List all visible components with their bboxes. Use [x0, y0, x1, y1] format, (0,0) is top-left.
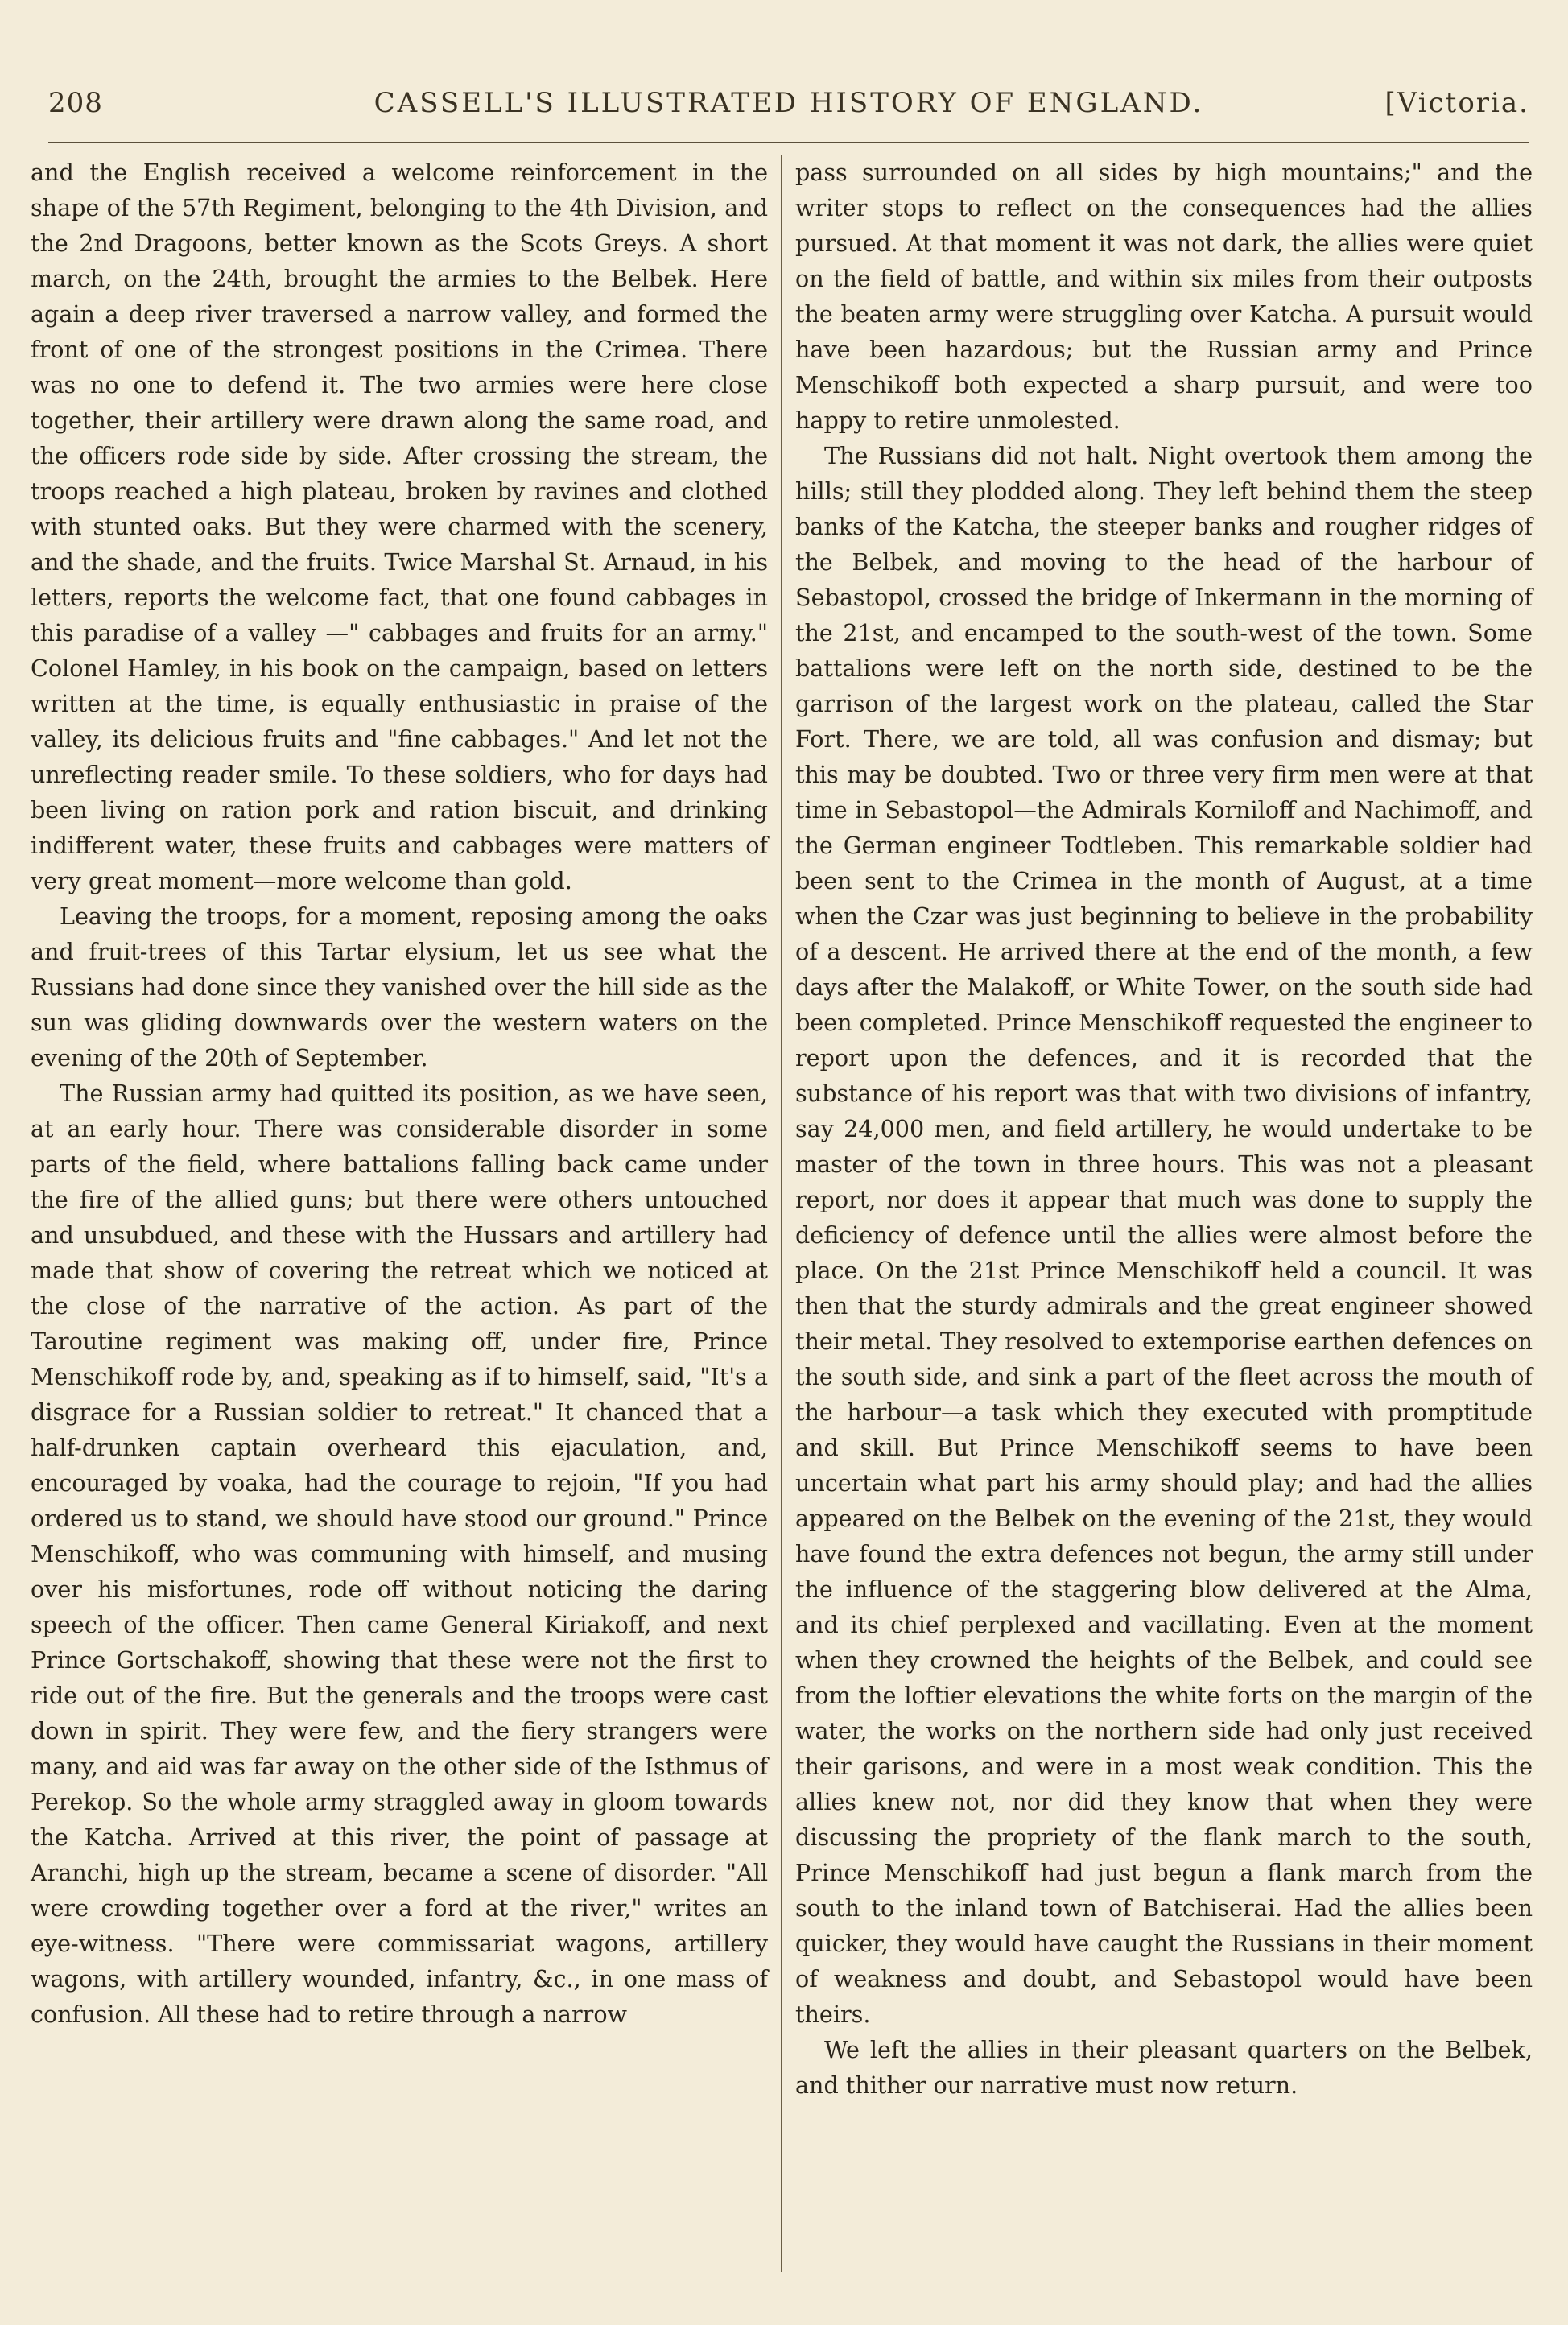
right-column — [795, 155, 1533, 2103]
paragraph: The Russians did not halt. Night overtook them among the hills; still they plodded along. They left behind them the steep banks of the Katcha, the steeper banks and rougher ridges of the Belbek, and moving to the head of the harbour of Sebastopol, crossed the bridge of Inkermann in the morning of the 21st, and encamped to the south-west of the town. Some battalions were left on the north side, destined to be the garrison of the largest work on the plateau, called the Star Fort. There, we are told, all was confusion and dismay; but this may be doubted. Two or three very firm men were at that time in Sebastopol—the Admirals Korniloff and Nachimoff, and the German engineer Todtleben. This remarkable soldier had been sent to the Crimea in the month of August, at a time when the Czar was just beginning to believe in the probability of a descent. He arrived there at the end of the month, a few days after the Malakoff, or White Tower, on the south side had been completed. Prince Menschikoff requested the engineer to report upon the defences, and it is recorded that the substance of his report was that with two divisions of infantry, say 24,000 men, and field artillery, he would undertake to be master of the town in three hours. This was not a pleasant report, nor does it appear that much was done to supply the deficiency of defence until the allies were almost before the place. On the 21st Prince Menschikoff held a council. It was then that the sturdy admirals and the great engineer showed their metal. They resolved to extemporise earthen defences on the south side, and sink a part of the fleet across the mouth of the harbour—a task which they executed with promptitude and skill. But Prince Menschikoff seems to have been uncertain what part his army should play; and had the allies appeared on the Belbek on the evening of the 21st, they would have found the extra defences not begun, the army still under the influence of the staggering blow delivered at the Alma, and its chief perplexed and vacillating. Even at the moment when they crowned the heights of the Belbek, and could see from the loftier elevations the white forts on the margin of the water, the works on the northern side had only just received their garisons, and were in a most weak condition. This the allies knew not, nor did they know that when they were discussing the propriety of the flank march to the south, Prince Menschikoff had just begun a flank march from the south to the inland town of Batchiserai. Had the allies been quicker, they would have caught the Russians in their moment of weakness and doubt, and Sebastopol would have been theirs. — [795, 442, 1533, 2028]
paragraph: The Russian army had quitted its position, as we have seen, at an early hour. There was considerable disorder in some parts of the field, where battalions falling back came under the fire of the allied guns; but there were others untouched and unsubdued, and these with the Hussars and artillery had made that show of covering the retreat which we noticed at the close of the narrative of the action. As part of the Taroutine regiment was making off, under fire, Prince Menschikoff rode by, and, speaking as if to himself, said, "It's a disgrace for a Russian soldier to retreat." It chanced that a half-drunken captain overheard this ejaculation, and, encouraged by voaka, had the courage to rejoin, "If you had ordered us to stand, we should have stood our ground." Prince Menschikoff, who was communing with himself, and musing over his misfortunes, rode off without noticing the daring speech of the officer. Then came General Kiriakoff, and next Prince Gortschakoff, showing that these were not the first to ride out of the fire. But the generals and the troops were cast down in spirit. They were few, and the fiery strangers were many, and aid was far away on the other side of the Isthmus of Perekop. So the whole army straggled away in gloom towards the Katcha. Arrived at this river, the point of passage at Aranchi, high up the stream, became a scene of disorder. "All were crowding together over a ford at the river," writes an eye-witness. "There were commissariat wagons, artillery wagons, with artillery wounded, infantry, &c., in one mass of confusion. All these had to retire through a narrow — [31, 1080, 768, 2028]
header-rule — [48, 142, 1529, 143]
paragraph: and the English received a welcome reinforcement in the shape of the 57th Regiment, belonging to the 4th Division, and the 2nd Dragoons, better known as the Scots Greys. A short march, on the 24th, brought the armies to the Belbek. Here again a deep river traversed a narrow valley, and formed the front of one of the strongest positions in the Crimea. There was no one to defend it. The two armies were here close together, their artillery were drawn along the same road, and the officers rode side by side. After crossing the stream, the troops reached a high plateau, broken by ravines and clothed with stunted oaks. But they were charmed with the scenery, and the shade, and the fruits. Twice Marshal St. Arnaud, in his letters, reports the welcome fact, that one found cabbages in this paradise of a valley —" cabbages and fruits for an army." Colonel Hamley, in his book on the campaign, based on letters written at the time, is equally enthusiastic in praise of the valley, its delicious fruits and "fine cabbages." And let not the unreflecting reader smile. To these soldiers, who for days had been living on ration pork and ration biscuit, and drinking indifferent water, these fruits and cabbages were matters of very great moment—more welcome than gold. — [31, 159, 768, 894]
running-title: CASSELL'S ILLUSTRATED HISTORY OF ENGLAND. — [373, 87, 1204, 119]
left-column — [31, 155, 768, 2032]
paragraph: pass surrounded on all sides by high mountains;" and the writer stops to reflect on the consequences had the allies pursued. At that moment it was not dark, the allies were quiet on the field of battle, and within six miles from their outposts the beaten army were struggling over Katcha. A pursuit would have been hazardous; but the Russian army and Prince Menschikoff both expected a sharp pursuit, and were too happy to retire unmolested. — [795, 159, 1533, 434]
paragraph: We left the allies in their pleasant quarters on the Belbek, and thither our narrative must now return. — [795, 2036, 1533, 2099]
page-number: 208 — [48, 87, 103, 119]
section-label: [Victoria. — [1384, 87, 1529, 119]
column-divider — [781, 155, 782, 2272]
page-header — [48, 81, 1529, 129]
paragraph: Leaving the troops, for a moment, reposing among the oaks and fruit-trees of this Tartar elysium, let us see what the Russians had done since they vanished over the hill side as the sun was gliding downwards over the western waters on the evening of the 20th of September. — [31, 902, 768, 1072]
